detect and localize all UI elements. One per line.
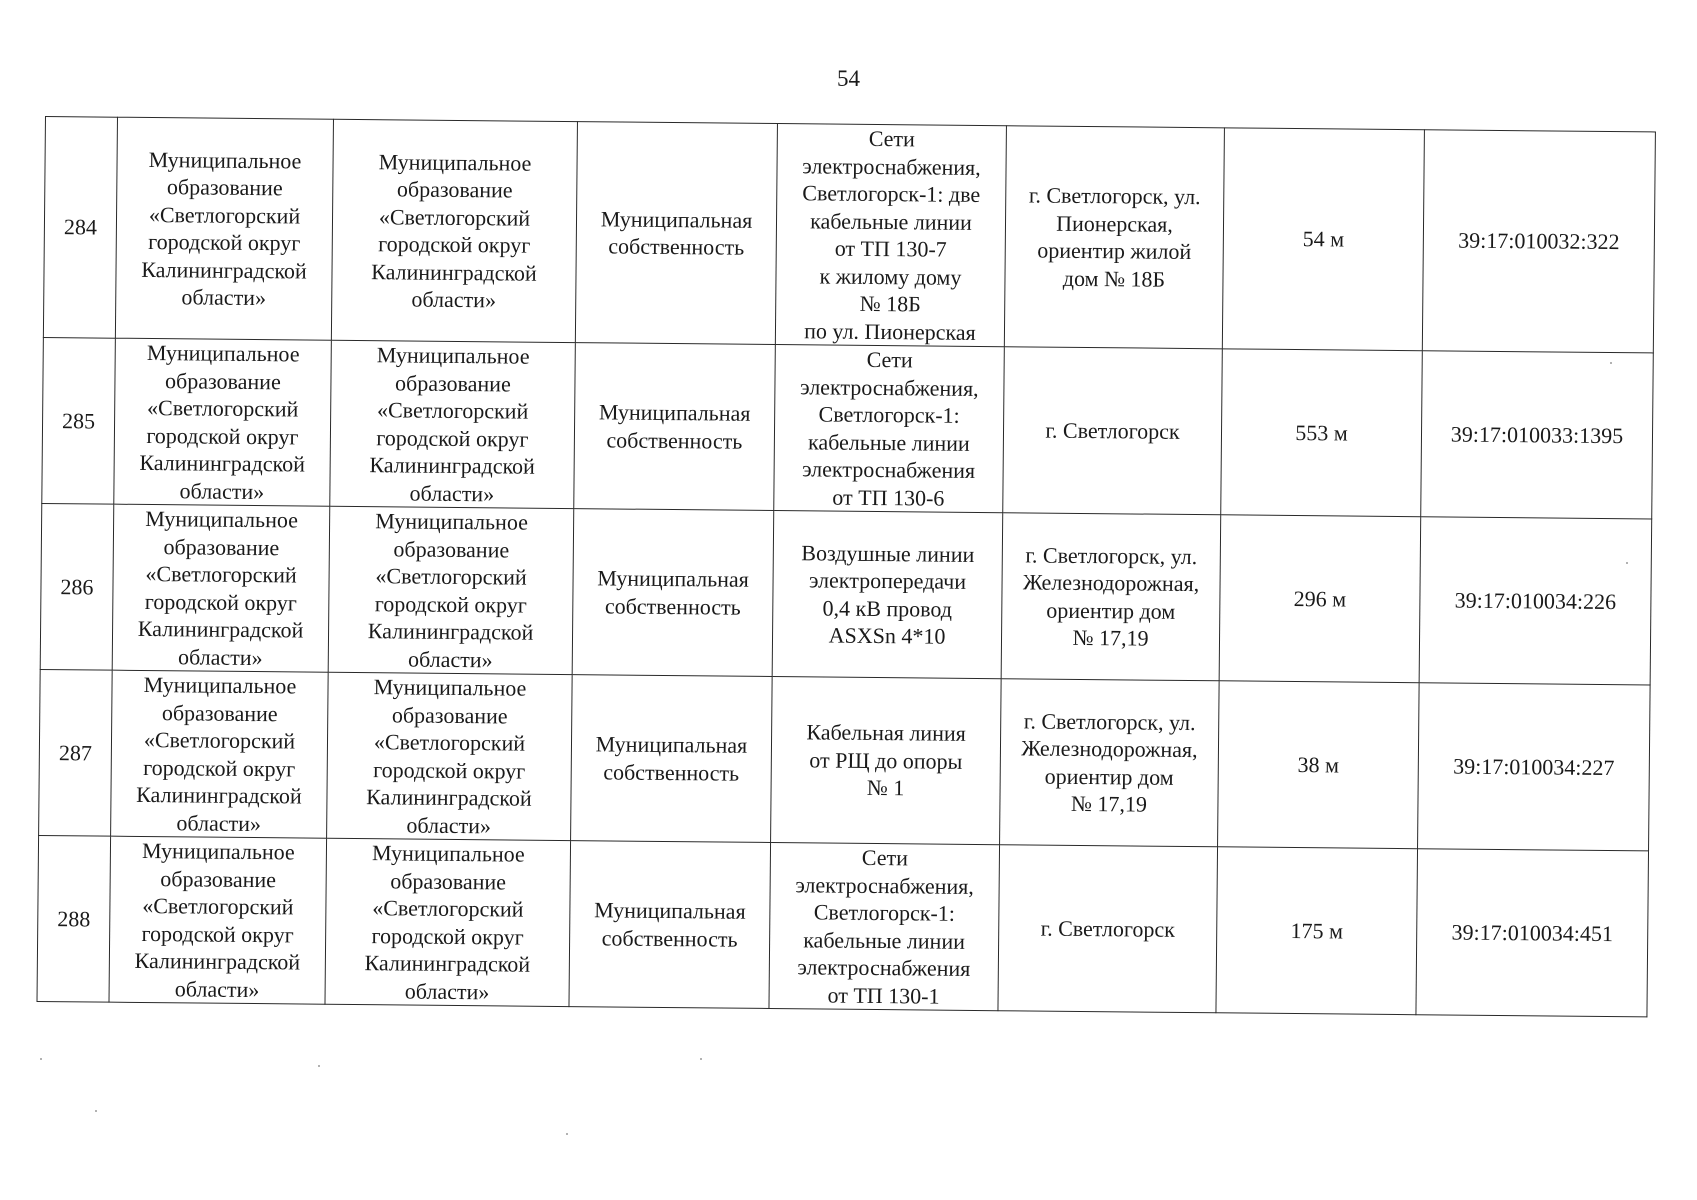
object-description-cell: Воздушные линии электропередачи 0,4 кВ провод ASXSn 4*10 [772,511,1003,679]
cadastral-number-cell: 39:17:010034:451 [1416,849,1649,1017]
row-number-cell: 288 [37,835,111,1002]
object-description-cell: Кабельная линия от РЩ до опоры № 1 [771,677,1002,845]
cadastral-number-cell: 39:17:010033:1395 [1421,351,1654,519]
address-cell: г. Светлогорск, ул. Пионерская, ориентир жилой дом № 18Б [1004,126,1224,349]
cadastral-number-cell: 39:17:010034:226 [1419,517,1652,685]
table-row [39,669,1651,850]
owner-cell: Муниципальное образование «Светлогорский городской округ Калининградской области» [112,504,330,672]
property-registry-table [36,116,1655,1017]
scan-speck [40,1058,42,1060]
ownership-type-cell: Муниципальная собственность [572,509,774,677]
owner-cell: Муниципальное образование «Светлогорский городской округ Калининградской области» [111,670,329,838]
owner-cell: Муниципальное образование «Светлогорский городской округ Калининградской области» [109,836,327,1004]
row-number-cell: 286 [40,503,114,670]
address-cell: г. Светлогорск [1003,347,1223,515]
scan-speck [95,1110,97,1112]
object-description-cell: Сети электроснабжения, Светлогорск-1: кабельные линии электроснабжения от ТП 130-6 [774,345,1005,513]
length-cell: 296 м [1219,515,1421,683]
ownership-type-cell: Муниципальная собственность [569,841,771,1009]
length-cell: 553 м [1221,349,1423,517]
length-cell: 175 м [1216,847,1418,1015]
table-row [37,835,1649,1016]
table-row [43,117,1655,353]
cadastral-number-cell: 39:17:010034:227 [1418,683,1651,851]
row-number-cell: 284 [43,117,117,339]
ownership-type-cell: Муниципальная собственность [571,675,773,843]
holder-cell: Муниципальное образование «Светлогорский городской округ Калининградской области» [330,340,576,508]
object-description-cell: Сети электроснабжения, Светлогорск-1: кабельные линии электроснабжения от ТП 130-1 [769,842,1000,1010]
page-number: 54 [837,66,860,91]
address-cell: г. Светлогорск, ул. Железнодорожная, ориентир дом № 17,19 [1001,513,1221,681]
length-cell: 38 м [1218,681,1420,849]
holder-cell: Муниципальное образование «Светлогорский городской округ Калининградской области» [327,672,573,840]
scan-speck [566,1133,568,1135]
holder-cell: Муниципальное образование «Светлогорский городской округ Калининградской области» [325,838,571,1006]
row-number-cell: 285 [42,337,116,504]
holder-cell: Муниципальное образование «Светлогорский городской округ Калининградской области» [328,506,574,674]
scan-speck [1626,562,1628,564]
table-row [42,337,1654,518]
length-cell: 54 м [1222,128,1424,351]
owner-cell: Муниципальное образование «Светлогорский городской округ Калининградской области» [115,117,333,340]
holder-cell: Муниципальное образование «Светлогорский городской округ Калининградской области» [331,119,577,342]
row-number-cell: 287 [39,669,113,836]
cadastral-number-cell: 39:17:010032:322 [1422,130,1655,353]
table-row [40,503,1652,684]
address-cell: г. Светлогорск, ул. Железнодорожная, ориентир дом № 17,19 [1000,679,1220,847]
owner-cell: Муниципальное образование «Светлогорский городской округ Калининградской области» [114,338,332,506]
object-description-cell: Сети электроснабжения, Светлогорск-1: две кабельные линии от ТП 130-7 к жилому дому № 18Б по ул. Пионерская [775,124,1006,347]
ownership-type-cell: Муниципальная собственность [574,343,776,511]
ownership-type-cell: Муниципальная собственность [575,122,777,345]
address-cell: г. Светлогорск [998,845,1218,1013]
scan-speck [700,1058,702,1060]
scan-speck [318,1065,320,1067]
scan-speck [1610,362,1612,364]
